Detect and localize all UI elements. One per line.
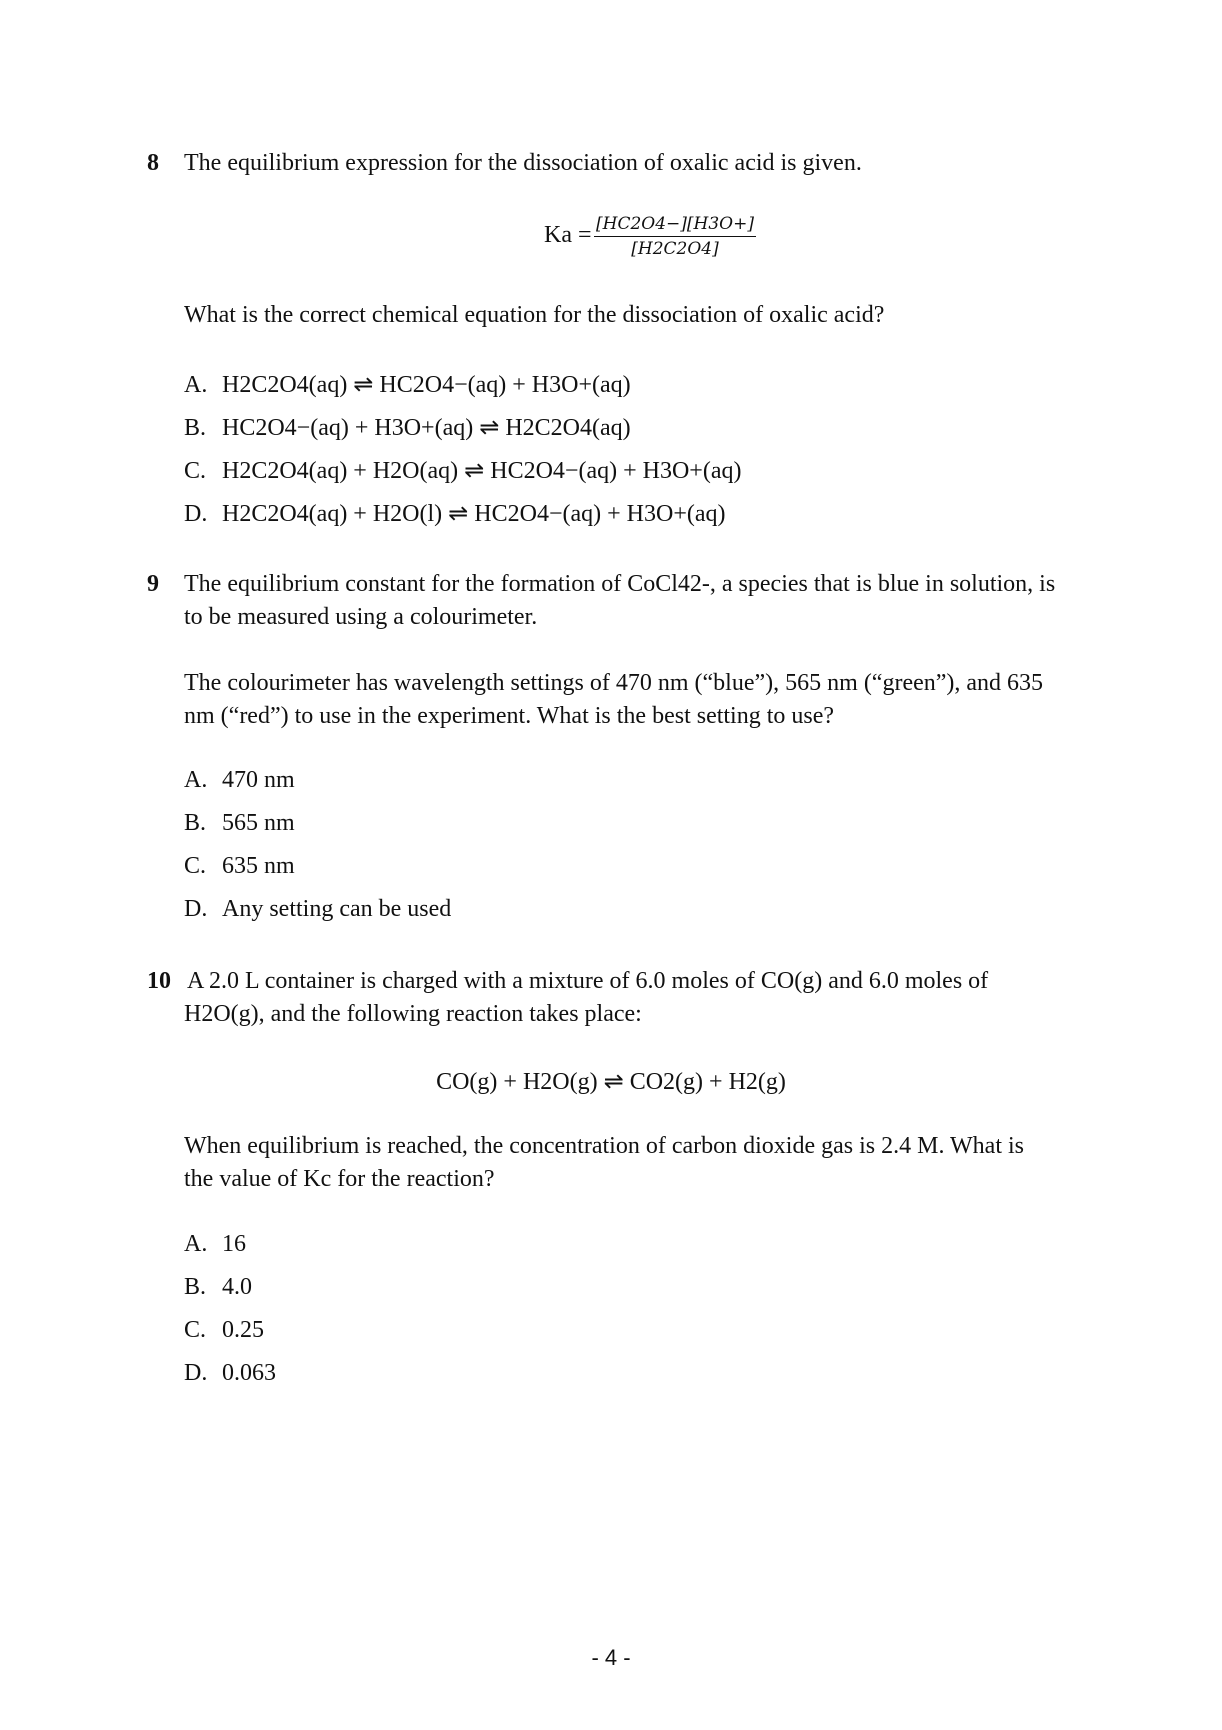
page-number: - 4 - (591, 1645, 631, 1670)
question-9-para-line2: nm (“red”) to use in the experiment. What is the best setting to use? (184, 703, 835, 729)
q10-option-d-text: 0.063 (222, 1360, 276, 1386)
q8-option-b[interactable]: B. HC2O4−(aq) + H3O+(aq) ⇌ H2C2O4(aq) (184, 415, 631, 441)
ka-label: Ka = (544, 222, 592, 248)
q10-option-c-text: 0.25 (222, 1317, 264, 1343)
q10-option-a[interactable]: A. 16 (184, 1231, 246, 1257)
ka-fraction (594, 214, 756, 259)
ka-numerator: [HC2O4−][H3O+] (596, 214, 754, 234)
reaction-equation: CO(g) + H2O(g) ⇌ CO2(g) + H2(g) (436, 1069, 786, 1095)
question-8-number: 8 (147, 150, 159, 176)
q8-option-b-text: HC2O4−(aq) + H3O+(aq) ⇌ H2C2O4(aq) (222, 415, 631, 441)
q8-option-d-text: H2C2O4(aq) + H2O(l) ⇌ HC2O4−(aq) + H3O+(aq) (222, 501, 726, 527)
q10-option-d[interactable]: D. 0.063 (184, 1360, 276, 1386)
question-9-stem-line2: to be measured using a colourimeter. (184, 604, 538, 630)
q10-option-b[interactable]: B. 4.0 (184, 1274, 252, 1300)
question-10-number: 10 (147, 968, 171, 994)
ka-denominator: [H2C2O4] (631, 239, 719, 259)
q9-option-b-text: 565 nm (222, 810, 295, 836)
question-10-para-line1: When equilibrium is reached, the concentration of carbon dioxide gas is 2.4 M. What is (184, 1133, 1024, 1159)
question-9-stem-line1: The equilibrium constant for the formation of CoCl42-, a species that is blue in solution, is (184, 571, 1056, 597)
q9-option-a[interactable]: A. 470 nm (184, 767, 295, 793)
q9-option-b[interactable]: B. 565 nm (184, 810, 295, 836)
q8-option-a-text: H2C2O4(aq) ⇌ HC2O4−(aq) + H3O+(aq) (222, 372, 631, 398)
fraction-bar (594, 236, 756, 237)
q8-option-c[interactable]: C. H2C2O4(aq) + H2O(aq) ⇌ HC2O4−(aq) + H3O+(aq) (184, 458, 742, 484)
question-10-stem-line1: A 2.0 L container is charged with a mixture of 6.0 moles of CO(g) and 6.0 moles of (187, 968, 989, 994)
question-10-stem-line2: H2O(g), and the following reaction takes place: (184, 1001, 642, 1027)
q9-option-c-text: 635 nm (222, 853, 295, 879)
q10-option-b-text: 4.0 (222, 1274, 252, 1300)
q8-option-c-text: H2C2O4(aq) + H2O(aq) ⇌ HC2O4−(aq) + H3O+(aq) (222, 458, 742, 484)
q8-option-d[interactable]: D. H2C2O4(aq) + H2O(l) ⇌ HC2O4−(aq) + H3O+(aq) (184, 501, 726, 527)
q8-option-a[interactable]: A. H2C2O4(aq) ⇌ HC2O4−(aq) + H3O+(aq) (184, 372, 631, 398)
q9-option-c[interactable]: C. 635 nm (184, 853, 295, 879)
question-10-para-line2: the value of Kc for the reaction? (184, 1166, 495, 1192)
q10-option-a-text: 16 (222, 1231, 246, 1257)
question-9-para-line1: The colourimeter has wavelength settings of 470 nm (“blue”), 565 nm (“green”), and 635 (184, 670, 1044, 696)
q9-option-a-text: 470 nm (222, 767, 295, 793)
q9-option-d-text: Any setting can be used (222, 896, 452, 922)
q10-option-c[interactable]: C. 0.25 (184, 1317, 264, 1343)
q9-option-d[interactable]: D. Any setting can be used (184, 896, 452, 922)
question-8-stem: The equilibrium expression for the dissociation of oxalic acid is given. (184, 150, 862, 176)
question-9-number: 9 (147, 571, 159, 597)
question-8-prompt: What is the correct chemical equation for the dissociation of oxalic acid? (184, 302, 885, 328)
